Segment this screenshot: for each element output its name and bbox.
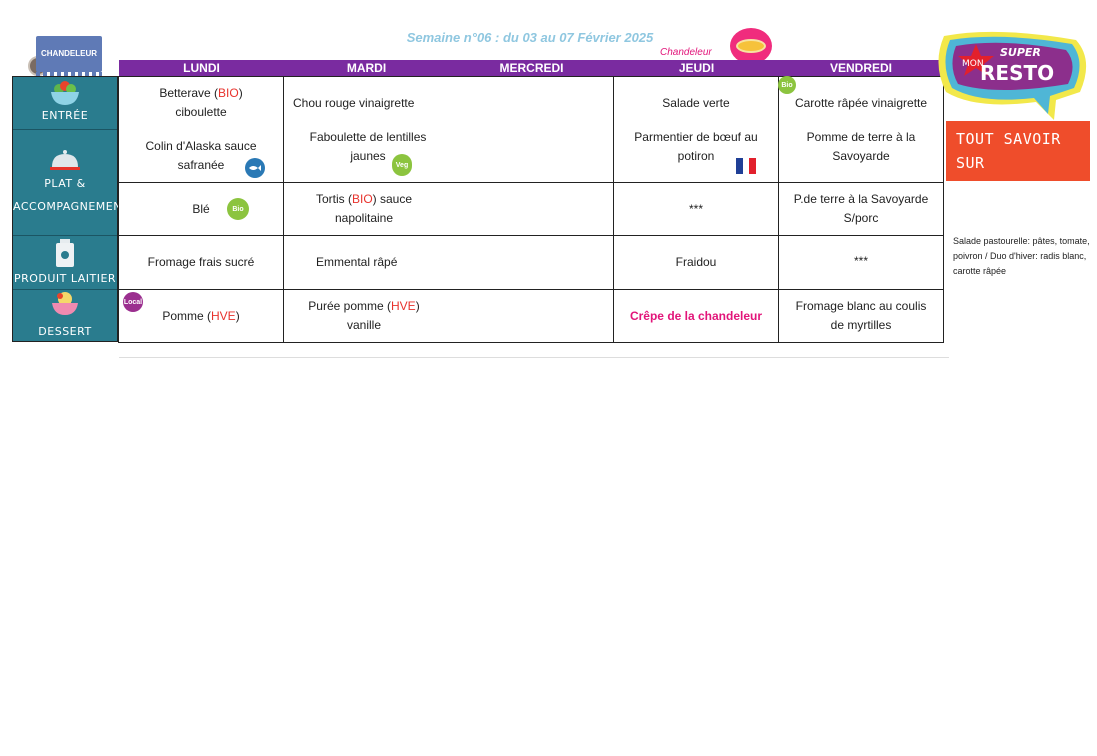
milk-can-icon xyxy=(49,238,81,268)
category-column xyxy=(12,76,130,342)
side-note: Salade pastourelle: pâtes, tomate, poivron / Duo d'hiver: radis blanc, carotte râpée xyxy=(953,236,1090,276)
mon-super-resto-logo xyxy=(936,30,1090,122)
bio-icon-ble: Bio xyxy=(227,198,249,220)
menu-grid xyxy=(118,76,944,343)
day-header-bar xyxy=(119,60,943,76)
category-plat: PLAT & xyxy=(44,177,86,190)
recipes-line1: TOUT SAVOIR SUR xyxy=(956,130,1061,172)
crepe-icon xyxy=(730,28,772,64)
logo-mon: MON xyxy=(962,59,984,69)
cell-mardi-dessert: Purée pomme (HVE) vanille xyxy=(283,289,614,343)
recipes-line2: NOS RECETTES xyxy=(956,178,1071,196)
cell-lundi-dessert: Pomme (HVE) xyxy=(118,289,284,343)
local-icon: Local xyxy=(123,292,143,312)
recipes-link[interactable] xyxy=(946,121,1090,196)
cell-jeudi-entree-plat: Salade verte Parmentier de bœuf au potiron xyxy=(613,76,779,183)
cell-mardi-laitier: Emmental râpé xyxy=(283,235,614,290)
cell-mardi-entree-plat: Chou rouge vinaigrette Faboulette de lentilles jaunes xyxy=(283,76,614,183)
cell-vendredi-entree-plat: Carotte râpée vinaigrette Pomme de terre à la Savoyarde xyxy=(778,76,944,183)
cell-jeudi-dessert: Crêpe de la chandeleur xyxy=(613,289,779,343)
cell-jeudi-accompagnement: *** xyxy=(613,182,779,236)
week-title: Semaine n°06 : du 03 au 07 Février 2025 xyxy=(406,30,654,45)
day-mardi: MARDI xyxy=(346,61,387,75)
cell-vendredi-dessert: Fromage blanc au coulis de myrtilles xyxy=(778,289,944,343)
category-accompagnement: ACCOMPAGNEMENT xyxy=(13,200,130,213)
chandeleur-label: Chandeleur xyxy=(660,47,712,58)
cell-vendredi-laitier: *** xyxy=(778,235,944,290)
category-entree: ENTRÉE xyxy=(41,109,89,122)
category-dessert: DESSERT xyxy=(38,325,92,338)
salad-bowl-icon xyxy=(49,79,81,107)
day-mercredi: MERCREDI xyxy=(499,61,564,75)
bio-icon-vendredi: Bio xyxy=(778,76,796,94)
fish-label-icon xyxy=(245,158,265,178)
vegetarian-icon: Veg xyxy=(392,154,412,176)
france-flag-icon xyxy=(736,158,756,174)
cell-vendredi-accompagnement: P.de terre à la Savoyarde S/porc xyxy=(778,182,944,236)
logo-resto: RESTO xyxy=(980,61,1055,85)
dessert-bowl-icon xyxy=(49,291,81,317)
cloche-icon xyxy=(49,149,81,173)
cell-jeudi-laitier: Fraidou xyxy=(613,235,779,290)
cell-mardi-accompagnement: Tortis (BIO) sauce napolitaine xyxy=(283,182,614,236)
bottom-rule xyxy=(119,357,949,358)
logo-super: SUPER xyxy=(1000,46,1041,59)
cell-lundi-accompagnement: Blé xyxy=(118,182,284,236)
cell-lundi-entree-plat: Betterave (BIO) ciboulette Colin d'Alaska sauce safranée xyxy=(118,76,284,183)
cell-lundi-laitier: Fromage frais sucré xyxy=(118,235,284,290)
day-jeudi: JEUDI xyxy=(678,61,715,75)
category-laitier: PRODUIT LAITIER xyxy=(13,272,117,285)
day-lundi: LUNDI xyxy=(183,61,220,75)
day-vendredi: VENDREDI xyxy=(829,61,892,75)
chandeleur-tag: CHANDELEUR xyxy=(36,36,102,72)
